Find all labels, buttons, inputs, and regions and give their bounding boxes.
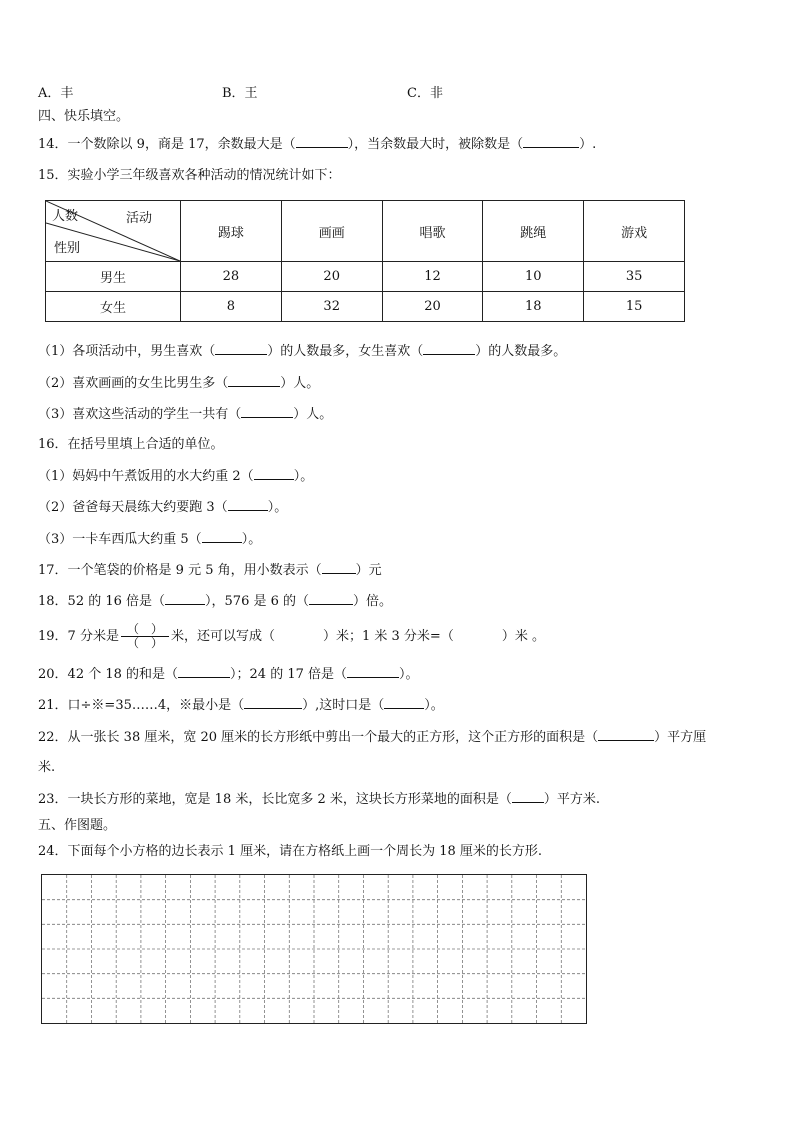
q15-sub2-a: （2）喜欢画画的女生比男生多（	[38, 376, 229, 391]
question-20	[38, 665, 419, 684]
q15-sub2-b: ）人。	[280, 376, 320, 391]
q14-blank-1[interactable]	[296, 135, 348, 148]
table-header-row	[46, 201, 685, 262]
q16-sub-1	[38, 467, 313, 486]
q16-sub2-a: （2）爸爸每天晨练大约要跑 3（	[38, 500, 228, 515]
column-header: 跳绳	[483, 201, 584, 262]
question-23	[38, 790, 600, 809]
q14-text-b: ），当余数最大时，被除数是（	[347, 137, 524, 152]
fraction-denominator[interactable]: （ ）	[126, 636, 163, 650]
q21-text-a: 21．口÷※=35……4，※最小是（	[38, 698, 245, 713]
q15-sub3-blank[interactable]	[241, 405, 293, 418]
table-row	[46, 262, 685, 292]
column-header: 游戏	[584, 201, 685, 262]
option-b: B．王	[222, 86, 258, 101]
q14-blank-2[interactable]	[523, 135, 579, 148]
grid-lines	[42, 875, 586, 1023]
diagonal-header-cell	[46, 201, 181, 262]
q15-sub1-a: （1）各项活动中，男生喜欢（	[38, 344, 216, 359]
table-row	[46, 292, 685, 322]
q15-sub-2	[38, 374, 319, 393]
q16-sub3-blank[interactable]	[202, 530, 242, 543]
q17-text-b: ）元	[355, 563, 382, 578]
q18-blank-2[interactable]	[309, 592, 353, 605]
fraction-numerator[interactable]: （ ）	[121, 623, 169, 637]
q16-sub2-b: ）。	[267, 500, 288, 515]
q21-text-b: ）,这时口是（	[302, 698, 385, 713]
q16-sub3-a: （3）一卡车西瓜大约重 5（	[38, 532, 202, 547]
question-19	[38, 622, 545, 652]
q23-blank[interactable]	[512, 790, 544, 803]
q22-text-a: 22．从一张长 38 厘米，宽 20 厘米的长方形纸中剪出一个最大的正方形，这个正方形的面积是（	[38, 730, 599, 745]
table-cell: 12	[382, 262, 483, 292]
q20-text-b: ）；24 的 17 倍是（	[230, 667, 348, 682]
q22-blank[interactable]	[598, 728, 654, 741]
q18-text-b: ），576 是 6 的（	[205, 594, 310, 609]
row-label: 女生	[46, 292, 181, 322]
question-17	[38, 561, 382, 580]
table-cell: 28	[181, 262, 282, 292]
table-cell: 32	[281, 292, 382, 322]
q17-text-a: 17．一个笔袋的价格是 9 元 5 角，用小数表示（	[38, 563, 322, 578]
table-cell: 8	[181, 292, 282, 322]
q22-text-b: ）平方厘	[654, 730, 707, 745]
question-14	[38, 135, 596, 154]
q23-text-b: ）平方米.	[543, 792, 601, 807]
q21-blank-2[interactable]	[384, 696, 424, 709]
column-header: 踢球	[181, 201, 282, 262]
q19-text-c: ）米；1 米 3 分米=（	[322, 629, 454, 644]
q18-text-a: 18．52 的 16 倍是（	[38, 594, 166, 609]
q17-blank[interactable]	[322, 561, 356, 574]
q15-sub1-b: ）的人数最多，女生喜欢（	[267, 344, 424, 359]
q14-text-c: ）.	[579, 137, 597, 152]
q15-sub3-a: （3）喜欢这些活动的学生一共有（	[38, 407, 242, 422]
table-cell: 18	[483, 292, 584, 322]
q20-blank-2[interactable]	[347, 665, 399, 678]
q15-sub-3	[38, 405, 332, 424]
q15-sub-1	[38, 342, 566, 361]
q18-blank-1[interactable]	[165, 592, 205, 605]
q19-text-d: ）米 。	[501, 629, 545, 644]
section-5-title: 五、作图题。	[38, 818, 117, 833]
q16-sub-2	[38, 498, 287, 517]
question-16: 16．在括号里填上合适的单位。	[38, 437, 224, 452]
table-cell: 20	[281, 262, 382, 292]
q19-text-a: 19．7 分米是	[38, 629, 119, 644]
fraction	[121, 623, 169, 650]
q23-text-a: 23．一块长方形的菜地，宽是 18 米，长比宽多 2 米，这块长方形菜地的面积是（	[38, 792, 512, 807]
q14-text-a: 14．一个数除以 9，商是 17，余数最大是（	[38, 137, 296, 152]
q20-text-c: ）。	[399, 667, 419, 682]
question-18	[38, 592, 392, 611]
section-4-title: 四、快乐填空。	[38, 109, 130, 124]
table-cell: 35	[584, 262, 685, 292]
header-people: 人数	[52, 209, 79, 224]
q16-sub1-b: ）。	[293, 469, 314, 484]
question-22-continued: 米.	[38, 760, 56, 775]
option-a: A．丰	[38, 86, 74, 101]
q20-text-a: 20．42 个 18 的和是（	[38, 667, 179, 682]
grid-paper[interactable]	[41, 874, 587, 1024]
q16-sub2-blank[interactable]	[228, 498, 268, 511]
row-label: 男生	[46, 262, 181, 292]
header-activity: 活动	[126, 211, 153, 226]
q20-blank-1[interactable]	[178, 665, 230, 678]
q16-sub1-a: （1）妈妈中午煮饭用的水大约重 2（	[38, 469, 254, 484]
q19-text-b: 米，还可以写成（	[170, 629, 275, 644]
table-cell: 20	[382, 292, 483, 322]
table-cell: 10	[483, 262, 584, 292]
question-24: 24．下面每个小方格的边长表示 1 厘米，请在方格纸上画一个周长为 18 厘米的长方形.	[38, 844, 543, 859]
table-cell: 15	[584, 292, 685, 322]
q15-sub1-c: ）的人数最多。	[475, 344, 567, 359]
q15-sub3-b: ）人。	[293, 407, 333, 422]
q16-sub-3	[38, 530, 261, 549]
q15-sub1-blank-1[interactable]	[215, 342, 267, 355]
q16-sub1-blank[interactable]	[254, 467, 294, 480]
option-c: C．非	[407, 86, 443, 101]
question-15: 15．实验小学三年级喜欢各种活动的情况统计如下：	[38, 168, 341, 183]
q15-sub1-blank-2[interactable]	[423, 342, 475, 355]
column-header: 唱歌	[382, 201, 483, 262]
column-header: 画画	[281, 201, 382, 262]
q21-blank-1[interactable]	[244, 696, 302, 709]
q21-text-c: ）。	[424, 698, 444, 713]
stats-table	[45, 200, 685, 322]
question-21	[38, 696, 444, 715]
q18-text-c: ）倍。	[353, 594, 393, 609]
header-gender: 性别	[54, 241, 81, 256]
q15-sub2-blank[interactable]	[228, 374, 280, 387]
q16-sub3-b: ）。	[241, 532, 262, 547]
question-22	[38, 728, 706, 747]
